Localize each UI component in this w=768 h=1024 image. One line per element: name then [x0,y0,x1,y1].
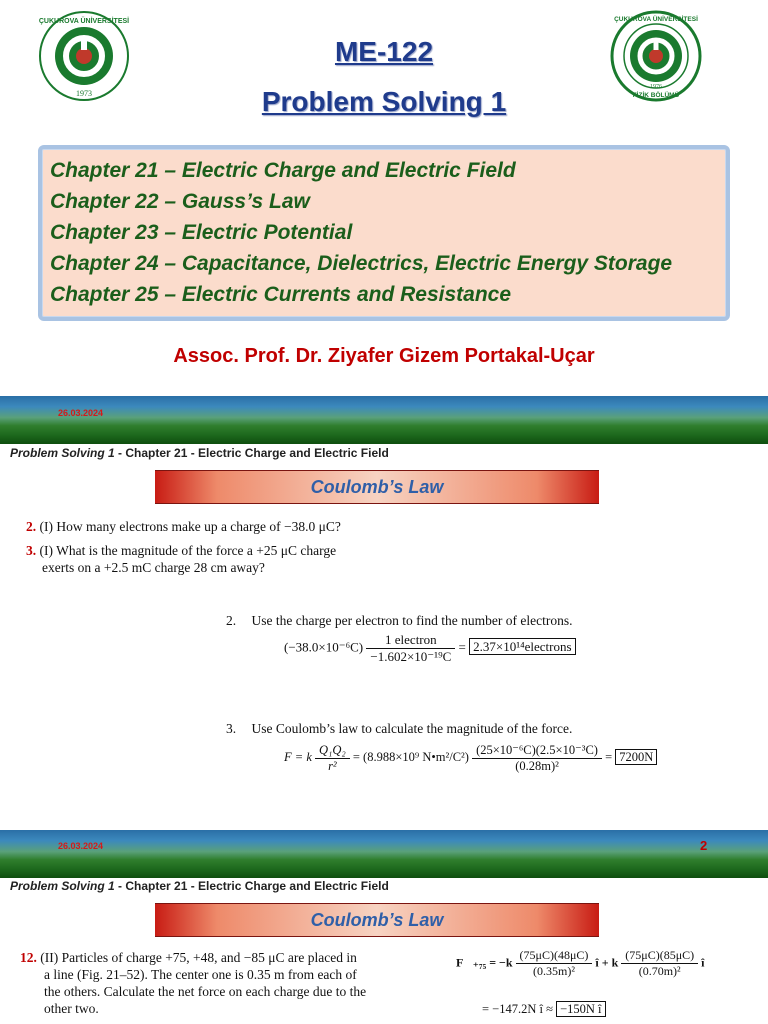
fraction-numerator: (75μC)(85μC) [621,948,698,964]
solution-12-equation [456,948,704,979]
breadcrumb [10,879,389,893]
solution-number: 3. [226,721,237,736]
solution-instruction: Use the charge per electron to find the number of electrons. [251,613,573,628]
equation-lhs: (−38.0×10⁻⁶C) [284,639,364,655]
logo-left-year: 1973 [76,89,92,98]
fraction-denominator: (0.70m)² [638,964,681,978]
slide-date: 26.03.2024 [58,841,104,851]
solution-3-text [226,720,572,737]
chapter-item: Chapter 21 – Electric Charge and Electric Field [50,159,516,182]
logo-right-year: 1976 [650,84,662,90]
fraction-numerator: (75μC)(48μC) [516,948,593,964]
equation-end: î [701,955,705,970]
problem-3 [26,542,336,576]
equation-result: −150N î [556,1001,605,1017]
fraction-denominator: r² [328,758,337,773]
author-name: Assoc. Prof. Dr. Ziyafer Gizem Portakal-Uçar [173,345,595,367]
title-slide [0,0,768,396]
solution-instruction: Use Coulomb’s law to calculate the magnitude of the force. [251,721,573,736]
equation-lhs: F = k [284,749,312,764]
breadcrumb-chapter: - Chapter 21 - Electric Charge and Electric Field [114,446,389,460]
problem-12 [20,949,400,1017]
logo-left-ring-text: ÇUKUROVA ÜNİVERSİTESİ [38,18,130,25]
equation-result: 2.37×10¹⁴electrons [469,638,575,655]
equation-fraction [516,948,593,979]
equation-fraction [366,632,455,665]
problem-text: the others. Calculate the net force on each charge due to the [44,984,367,999]
breadcrumb-chapter: - Chapter 21 - Electric Charge and Electric Field [114,879,389,893]
problem-2 [26,518,341,535]
fraction-numerator: (25×10⁻⁶C)(2.5×10⁻³C) [472,742,602,759]
course-code: ME-122 [334,36,434,67]
problem-number: 2. [26,519,37,534]
equation-fraction [621,948,698,979]
equation-lhs: F⃗₊₇₅ = −k [456,955,513,970]
equation-middle: î + k [595,955,619,970]
solution-number: 2. [226,613,237,628]
solution-2-equation: (−38.0×10⁻⁶C) $\frac{\text{1 electron}}{\text{−1.602×10⁻¹⁹C}}$ = 2.37×10¹⁴electrons [284,632,576,665]
problem-text: (I) How many electrons make up a charge of −38.0 μC? [39,519,341,534]
problem-text: (I) What is the magnitude of the force a +25 μC charge [39,543,337,558]
chapter-item: Chapter 25 – Electric Currents and Resistance [50,283,512,306]
chapter-item: Chapter 24 – Capacitance, Dielectrics, Electric Energy Storage [50,252,673,275]
slide-header-band [0,830,768,878]
problem-number: 12. [20,950,37,965]
problem-text: other two. [44,1001,99,1016]
logo-right-bottom-text: FİZİK BÖLÜMÜ [632,92,680,99]
slide-date: 26.03.2024 [58,408,104,418]
fraction-numerator: Q₁Q₂ [315,743,350,759]
problem-number: 3. [26,543,37,558]
chapter-item: Chapter 22 – Gauss’s Law [50,190,310,213]
solution-2-text [226,612,573,629]
logo-right-ring-text: ÇUKUROVA ÜNİVERSİTESİ [614,16,698,23]
problem-text: (II) Particles of charge +75, +48, and −85 μC are placed in [40,950,357,965]
fraction-denominator: (0.28m)² [515,759,559,773]
equation-constant: = (8.988×10⁹ N•m²/C²) [352,749,469,764]
section-banner: Coulomb’s Law [155,470,599,504]
section-banner: Coulomb’s Law [155,903,599,937]
chapter-list-box [38,145,730,321]
equation-line2: = −147.2N î ≈ [482,1002,553,1016]
problem-text: a line (Fig. 21–52). The center one is 0.35 m from each of [44,967,357,982]
chapter-item: Chapter 23 – Electric Potential [50,221,353,244]
breadcrumb-course: Problem Solving 1 [10,446,115,460]
equation-fraction [472,742,602,774]
fraction-numerator: 1 electron [366,632,455,649]
equation-fraction [315,743,350,774]
breadcrumb [10,446,389,460]
slide-header-band [0,396,768,444]
fraction-denominator: −1.602×10⁻¹⁹C [370,649,452,664]
fraction-denominator: (0.35m)² [533,964,575,978]
breadcrumb-course: Problem Solving 1 [10,879,115,893]
page-number: 2 [700,838,708,853]
solution-3-equation: F = k $\frac{\text{Q₁Q₂}}{\text{r²}}$ = (8.988×10⁹ N•m²/C²) $\frac{\text{(25×10⁻⁶C)(2.5×10⁻³C)}}{\text{(0.28m)²}}$ = 7200N [284,742,657,774]
equation-result: 7200N [615,749,657,765]
solution-12-result [482,1002,606,1017]
slide-title: Problem Solving 1 [261,86,507,117]
problem-text: exerts on a +2.5 mC charge 28 cm away? [42,560,265,575]
